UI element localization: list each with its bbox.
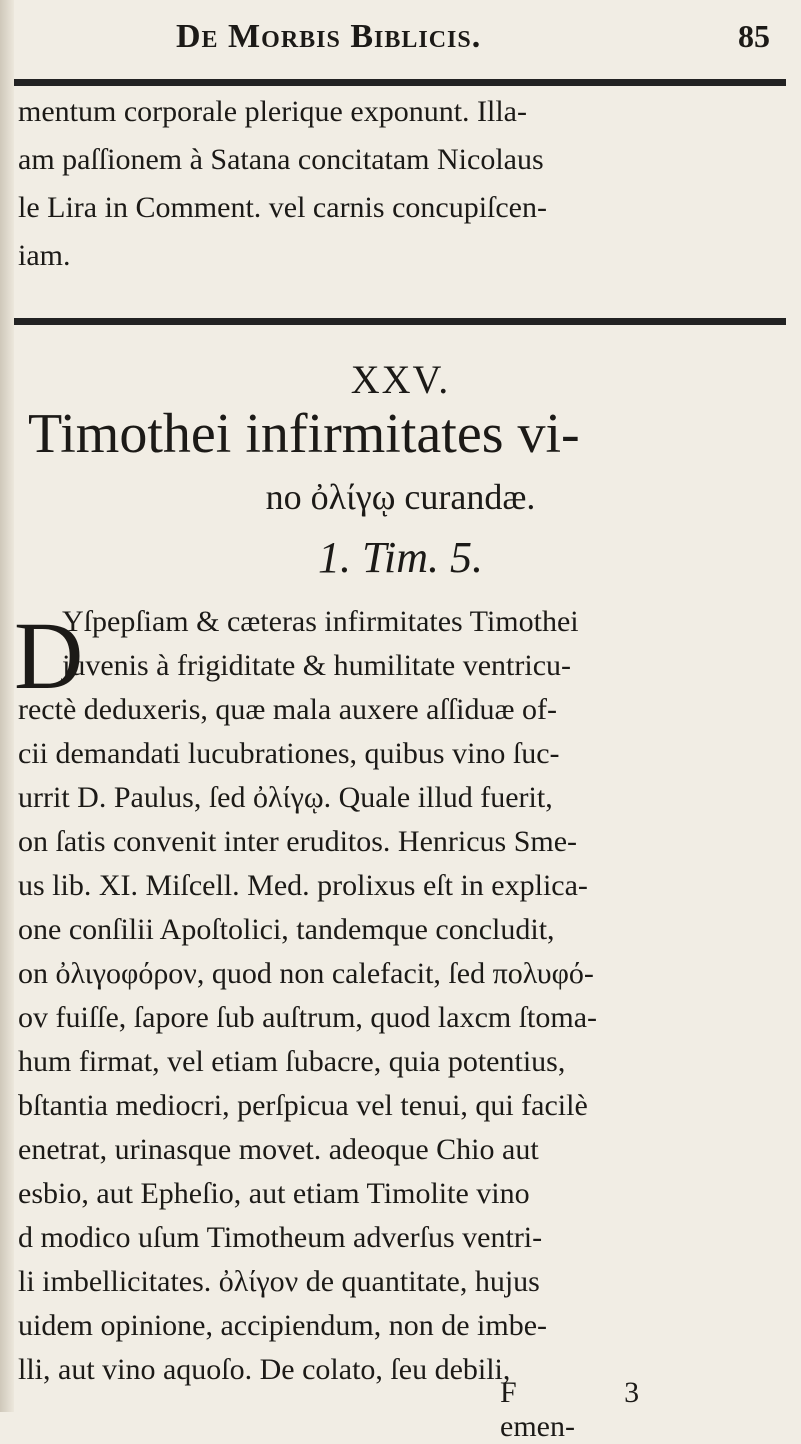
body-line: bſtantia mediocri, perſpicua vel tenui, qui facilè xyxy=(18,1089,588,1122)
body-line: Yſpepſiam & cæteras infirmitates Timothei xyxy=(62,605,579,638)
top-ornamental-rule xyxy=(14,79,786,86)
body-line: cii demandati lucubrationes, quibus vino ſuc- xyxy=(18,737,560,770)
body-line: juvenis à frigiditate & humilitate ventricu- xyxy=(62,649,572,682)
catchword: emen- xyxy=(500,1410,575,1443)
section-number: XXV. xyxy=(350,357,451,402)
top-paragraph-line: am paſſionem à Satana concitatam Nicolaus xyxy=(18,143,544,176)
body-line: us lib. XI. Miſcell. Med. prolixus eſt in explica- xyxy=(18,869,588,902)
drop-capital: D xyxy=(14,602,84,709)
page-number: 85 xyxy=(738,18,770,54)
signature-mark: F 3 xyxy=(500,1376,640,1409)
body-line: one conſilii Apoſtolici, tandemque concludit, xyxy=(18,913,555,946)
body-line: ov fuiſſe, ſapore ſub auſtrum, quod laxcm ſtoma- xyxy=(18,1001,598,1034)
body-line: on ſatis convenit inter eruditos. Henricus Sme- xyxy=(18,825,578,858)
top-paragraph-line: iam. xyxy=(18,239,71,272)
running-head xyxy=(0,14,801,58)
body-line: on ὀλιγοφόρον, quod non calefacit, ſed πολυφό- xyxy=(18,957,594,990)
section-subtitle: no ὀλίγῳ curandæ. xyxy=(265,477,536,517)
body-line: d modico uſum Timotheum adverſus ventri- xyxy=(18,1221,543,1254)
body-line: rectè deduxeris, quæ mala auxere aſſiduæ of- xyxy=(18,693,557,726)
body-line: urrit D. Paulus, ſed ὀλίγῳ. Quale illud fuerit, xyxy=(18,781,553,814)
body-line: lli, aut vino aquoſo. De colato, ſeu debili, xyxy=(18,1353,511,1386)
running-head-title: De Morbis Biblicis. xyxy=(176,18,482,55)
body-line: hum firmat, vel etiam ſubacre, quia potentius, xyxy=(18,1045,566,1078)
body-line: enetrat, urinasque movet. adeoque Chio aut xyxy=(18,1133,539,1166)
body-line: li imbellicitates. ὀλίγον de quantitate, hujus xyxy=(18,1265,540,1298)
section-divider-rule xyxy=(14,318,786,325)
section-title: Timothei infirmitates vi- xyxy=(28,403,580,465)
top-paragraph-line: le Lira in Comment. vel carnis concupiſcen- xyxy=(18,191,547,224)
page-gutter-shadow xyxy=(0,0,14,1412)
top-paragraph-line: mentum corporale plerique exponunt. Illa- xyxy=(18,95,527,128)
body-line: esbio, aut Epheſio, aut etiam Timolite vino xyxy=(18,1177,530,1210)
scripture-reference: 1. Tim. 5. xyxy=(317,533,484,582)
body-line: uidem opinione, accipiendum, non de imbe- xyxy=(18,1309,548,1342)
signature-and-catchword xyxy=(500,1376,801,1444)
